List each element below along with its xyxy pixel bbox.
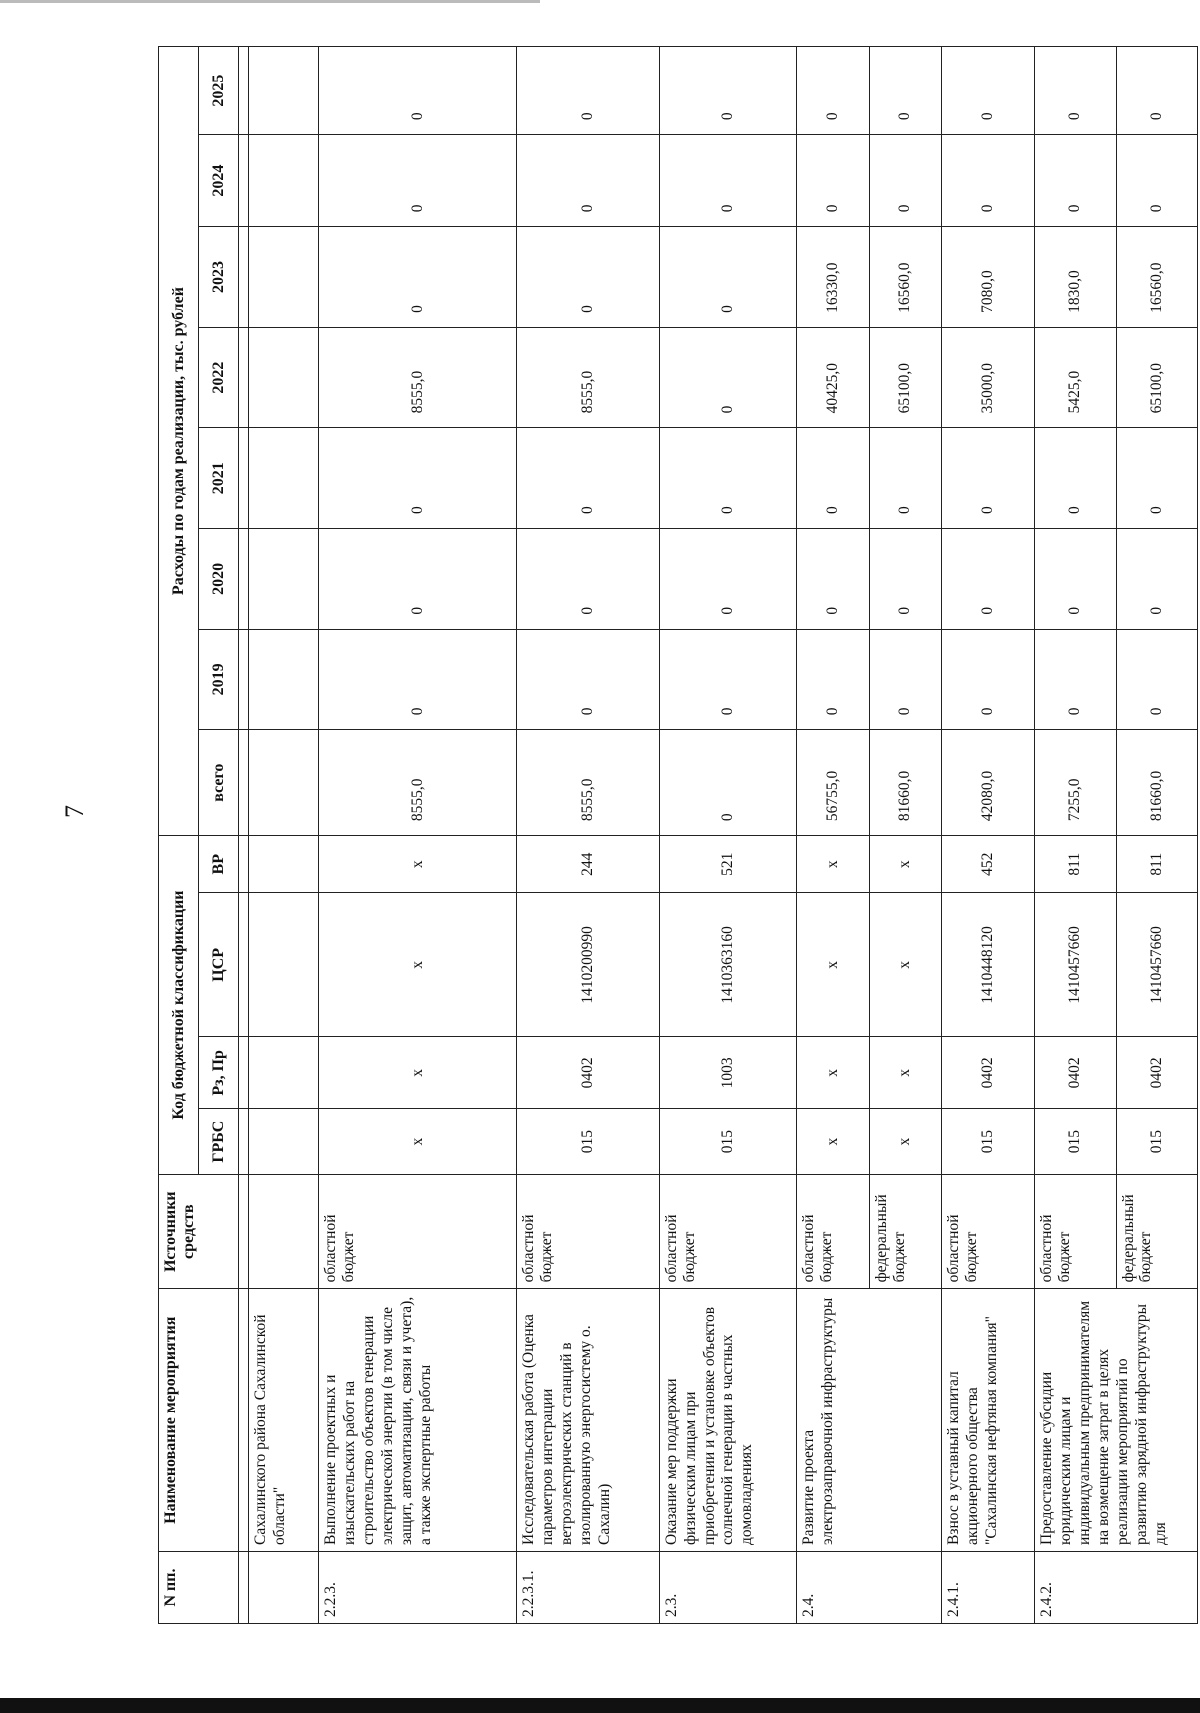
header-vr: ВР xyxy=(199,836,239,893)
row-source xyxy=(249,1175,319,1289)
row-2021: 0 xyxy=(1035,428,1116,529)
budget-table xyxy=(158,46,1198,1624)
header-csr: ЦСР xyxy=(199,893,239,1037)
table-row xyxy=(942,47,1035,1624)
row-total: 8555,0 xyxy=(517,730,659,836)
row-2021: 0 xyxy=(869,428,941,529)
scan-bottom-edge xyxy=(0,1698,1200,1713)
row-2022: 40425,0 xyxy=(797,327,869,428)
row-num xyxy=(249,1552,319,1624)
page-number: 7 xyxy=(60,805,89,818)
row-2024: 0 xyxy=(942,135,1035,227)
row-total: 81660,0 xyxy=(1116,730,1197,836)
table-row xyxy=(797,47,869,1624)
row-csr: x xyxy=(319,893,517,1037)
row-grbs: 015 xyxy=(942,1109,1035,1175)
row-2021: 0 xyxy=(1116,428,1197,529)
row-2020: 0 xyxy=(659,529,797,630)
row-2023: 7080,0 xyxy=(942,227,1035,328)
row-2022: 65100,0 xyxy=(869,327,941,428)
row-grbs: x xyxy=(319,1109,517,1175)
row-rzpr: 0402 xyxy=(1116,1037,1197,1109)
row-num: 2.4.2. xyxy=(1035,1552,1198,1624)
header-2022: 2022 xyxy=(199,327,239,428)
row-grbs: 015 xyxy=(1116,1109,1197,1175)
header-2023: 2023 xyxy=(199,227,239,328)
row-2023: 1830,0 xyxy=(1035,227,1116,328)
row-2024: 0 xyxy=(659,135,797,227)
row-csr: x xyxy=(797,893,869,1037)
row-name: Оказание мер поддержки физическим лицам при приобретении и установке объектов солнечной генерации в частных домовладениях xyxy=(659,1289,797,1552)
row-2019 xyxy=(249,629,319,730)
row-2025: 0 xyxy=(942,47,1035,135)
row-2024: 0 xyxy=(517,135,659,227)
row-2025: 0 xyxy=(1116,47,1197,135)
row-2024 xyxy=(249,135,319,227)
row-2023 xyxy=(249,227,319,328)
row-2022: 65100,0 xyxy=(1116,327,1197,428)
row-2020: 0 xyxy=(319,529,517,630)
row-2021: 0 xyxy=(517,428,659,529)
row-2022: 8555,0 xyxy=(517,327,659,428)
row-csr: 1410457660 xyxy=(1116,893,1197,1037)
row-num: 2.2.3. xyxy=(319,1552,517,1624)
row-2020: 0 xyxy=(942,529,1035,630)
row-2022: 0 xyxy=(659,327,797,428)
row-total: 56755,0 xyxy=(797,730,869,836)
row-num: 2.4.1. xyxy=(942,1552,1035,1624)
row-num: 2.3. xyxy=(659,1552,797,1624)
row-total: 8555,0 xyxy=(319,730,517,836)
header-total: всего xyxy=(199,730,239,836)
row-2025: 0 xyxy=(1035,47,1116,135)
row-vr: x xyxy=(869,836,941,893)
row-2023: 16330,0 xyxy=(797,227,869,328)
row-rzpr xyxy=(249,1037,319,1109)
row-name: Развитие проекта электрозаправочной инфраструктуры xyxy=(797,1289,942,1552)
row-2025 xyxy=(249,47,319,135)
row-source: федеральный бюджет xyxy=(869,1175,941,1289)
row-2025: 0 xyxy=(517,47,659,135)
header-grbs: ГРБС xyxy=(199,1109,239,1175)
header-2020: 2020 xyxy=(199,529,239,630)
rotated-table-container xyxy=(158,46,1198,1624)
header-budget-code: Код бюджетной классификации xyxy=(159,836,199,1175)
row-grbs: x xyxy=(797,1109,869,1175)
row-rzpr: x xyxy=(797,1037,869,1109)
row-rzpr: 0402 xyxy=(942,1037,1035,1109)
row-name: Сахалинского района Сахалинской области" xyxy=(249,1289,319,1552)
header-2019: 2019 xyxy=(199,629,239,730)
row-total: 42080,0 xyxy=(942,730,1035,836)
table-row xyxy=(517,47,659,1624)
row-total: 81660,0 xyxy=(869,730,941,836)
row-vr: 452 xyxy=(942,836,1035,893)
row-total xyxy=(249,730,319,836)
header-2024: 2024 xyxy=(199,135,239,227)
row-grbs: 015 xyxy=(1035,1109,1116,1175)
row-csr xyxy=(249,893,319,1037)
table-row xyxy=(659,47,797,1624)
row-2019: 0 xyxy=(1116,629,1197,730)
row-2024: 0 xyxy=(797,135,869,227)
row-2021: 0 xyxy=(797,428,869,529)
row-2025: 0 xyxy=(319,47,517,135)
row-source: областной бюджет xyxy=(319,1175,517,1289)
row-grbs: 015 xyxy=(517,1109,659,1175)
row-source: областной бюджет xyxy=(797,1175,869,1289)
row-rzpr: 0402 xyxy=(517,1037,659,1109)
row-2021: 0 xyxy=(659,428,797,529)
row-csr: 1410363160 xyxy=(659,893,797,1037)
row-2021: 0 xyxy=(319,428,517,529)
header-expenses: Расходы по годам реализации, тыс. рублей xyxy=(159,47,199,836)
row-csr: 1410457660 xyxy=(1035,893,1116,1037)
row-2022: 5425,0 xyxy=(1035,327,1116,428)
row-name: Взнос в уставный капитал акционерного общества "Сахалинская нефтяная компания" xyxy=(942,1289,1035,1552)
row-2024: 0 xyxy=(1035,135,1116,227)
row-2021: 0 xyxy=(942,428,1035,529)
row-name: Исследовательская работа (Оценка параметров интеграции ветроэлектрических станций в изолированную энергосистему о. Сахалин) xyxy=(517,1289,659,1552)
row-2019: 0 xyxy=(319,629,517,730)
row-2019: 0 xyxy=(1035,629,1116,730)
row-num: 2.4. xyxy=(797,1552,942,1624)
row-2023: 0 xyxy=(517,227,659,328)
row-2020 xyxy=(249,529,319,630)
row-2020: 0 xyxy=(869,529,941,630)
row-2022: 8555,0 xyxy=(319,327,517,428)
row-grbs: x xyxy=(869,1109,941,1175)
header-row-1 xyxy=(159,47,199,1624)
row-rzpr: x xyxy=(869,1037,941,1109)
row-2020: 0 xyxy=(797,529,869,630)
row-2019: 0 xyxy=(659,629,797,730)
header-2021: 2021 xyxy=(199,428,239,529)
table-row xyxy=(249,47,319,1624)
row-2025: 0 xyxy=(659,47,797,135)
row-grbs xyxy=(249,1109,319,1175)
header-num: N пп. xyxy=(159,1552,239,1624)
row-csr: 1410448120 xyxy=(942,893,1035,1037)
row-2020: 0 xyxy=(1116,529,1197,630)
row-source: федеральный бюджет xyxy=(1116,1175,1197,1289)
row-2024: 0 xyxy=(869,135,941,227)
row-2025: 0 xyxy=(797,47,869,135)
row-vr xyxy=(249,836,319,893)
row-name: Предоставление субсидии юридическим лицам и индивидуальным предпринимателям на возмещение затрат в целях реализации мероприятий по развитию зарядной инфраструктуры для xyxy=(1035,1289,1198,1552)
row-source: областной бюджет xyxy=(517,1175,659,1289)
row-rzpr: 0402 xyxy=(1035,1037,1116,1109)
row-grbs: 015 xyxy=(659,1109,797,1175)
header-2025: 2025 xyxy=(199,47,239,135)
row-2022: 35000,0 xyxy=(942,327,1035,428)
header-rzpr: Рз, Пр xyxy=(199,1037,239,1109)
row-num: 2.2.3.1. xyxy=(517,1552,659,1624)
row-rzpr: 1003 xyxy=(659,1037,797,1109)
table-row xyxy=(1035,47,1116,1624)
header-source: Источники средств xyxy=(159,1175,239,1289)
row-2023: 0 xyxy=(659,227,797,328)
row-source: областной бюджет xyxy=(942,1175,1035,1289)
row-2024: 0 xyxy=(1116,135,1197,227)
row-2023: 0 xyxy=(319,227,517,328)
row-2022 xyxy=(249,327,319,428)
row-2019: 0 xyxy=(517,629,659,730)
row-total: 0 xyxy=(659,730,797,836)
row-csr: 1410200990 xyxy=(517,893,659,1037)
row-2023: 16560,0 xyxy=(1116,227,1197,328)
table-row xyxy=(319,47,517,1624)
row-name: Выполнение проектных и изыскательских работ на строительство объектов генерации электрической энергии (в том числе защит, автоматизации, связи и учета), а также экспертные работы xyxy=(319,1289,517,1552)
row-source: областной бюджет xyxy=(659,1175,797,1289)
row-vr: 811 xyxy=(1035,836,1116,893)
header-name: Наименование мероприятия xyxy=(159,1289,239,1552)
row-2024: 0 xyxy=(319,135,517,227)
row-total: 7255,0 xyxy=(1035,730,1116,836)
row-2020: 0 xyxy=(517,529,659,630)
row-2020: 0 xyxy=(1035,529,1116,630)
row-csr: x xyxy=(869,893,941,1037)
row-vr: 244 xyxy=(517,836,659,893)
row-vr: 811 xyxy=(1116,836,1197,893)
scan-top-mark xyxy=(0,0,540,3)
row-rzpr: x xyxy=(319,1037,517,1109)
row-2019: 0 xyxy=(942,629,1035,730)
row-vr: x xyxy=(797,836,869,893)
row-vr: x xyxy=(319,836,517,893)
row-2025: 0 xyxy=(869,47,941,135)
row-2021 xyxy=(249,428,319,529)
row-2019: 0 xyxy=(797,629,869,730)
row-2023: 16560,0 xyxy=(869,227,941,328)
row-2019: 0 xyxy=(869,629,941,730)
row-vr: 521 xyxy=(659,836,797,893)
header-spacer-row xyxy=(239,47,249,1624)
row-source: областной бюджет xyxy=(1035,1175,1116,1289)
